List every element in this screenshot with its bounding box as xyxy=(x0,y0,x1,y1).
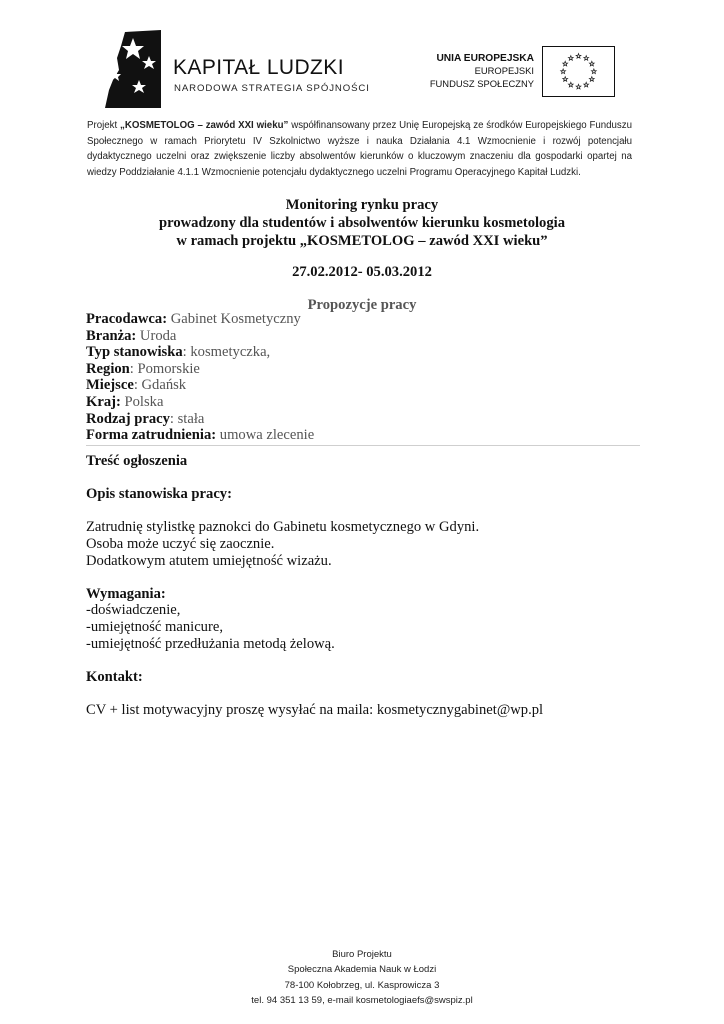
job-fields xyxy=(86,311,636,444)
spacer xyxy=(86,685,646,702)
field-label: Kraj: xyxy=(86,393,121,410)
eu-fund-label-2: FUNDUSZ SPOŁECZNY xyxy=(429,77,534,89)
eu-star-icon xyxy=(563,77,568,82)
field-value: : kosmetyczka, xyxy=(182,344,271,361)
contact-heading: Kontakt: xyxy=(86,668,143,685)
field-employment-form xyxy=(86,427,636,444)
field-work-kind xyxy=(86,411,636,428)
spacer xyxy=(86,503,646,520)
eu-star-icon xyxy=(584,82,589,87)
description-line: Dodatkowym atutem umiejętność wizażu. xyxy=(86,552,332,569)
eu-fund-label-1: EUROPEJSKI xyxy=(474,65,534,77)
field-label: Miejsce xyxy=(86,377,134,394)
eu-union-label: UNIA EUROPEJSKA xyxy=(436,53,534,64)
requirement-item: -umiejętność manicure, xyxy=(86,618,223,635)
spacer xyxy=(86,569,646,586)
field-label: Typ stanowiska xyxy=(86,344,183,361)
eu-star-icon xyxy=(576,54,581,59)
field-label: Rodzaj pracy xyxy=(86,410,170,427)
field-label: Branża: xyxy=(86,327,137,344)
spacer xyxy=(86,652,646,669)
document-title-line-1: Monitoring rynku pracy xyxy=(285,197,439,213)
date-range: 27.02.2012- 05.03.2012 xyxy=(292,264,432,280)
eu-star-icon xyxy=(589,77,594,82)
field-label: Pracodawca: xyxy=(86,311,168,327)
notice-text: współfinansowany przez Unię Europejską ze środków Europejskiego Funduszu Społecznego w ramach Priorytetu IV Szkolnictwo wyższe i nauka Działania 4.1 Wzmocnienie i rozwój potencjału dydaktycznego uczelni oraz zwiększenie liczby absolwentów kierunków o kluczowym znaczeniu dla gospodarki opartej na wiedzy Poddziałanie 4.1.1 Wzmocnienie potencjału dydaktycznego uczelni Programu Operacyjnego Kapitał Ludzki. xyxy=(87,120,632,178)
eu-star-icon xyxy=(568,56,573,61)
contact-text: CV + list motywacyjny proszę wysyłać na maila: kosmetycznygabinet@wp.pl xyxy=(86,701,544,718)
requirement-item: -umiejętność przedłużania metodą żelową. xyxy=(86,635,335,652)
field-value: : stała xyxy=(169,410,205,427)
kapital-ludzki-emblem-icon xyxy=(103,30,163,110)
field-value: umowa zlecenie xyxy=(216,427,315,444)
eu-star-icon xyxy=(563,61,568,66)
field-position-type xyxy=(86,344,636,361)
field-value: : Pomorskie xyxy=(129,360,200,377)
eu-flag-icon xyxy=(542,46,615,97)
field-value: Gabinet Kosmetyczny xyxy=(167,311,301,327)
kapital-ludzki-title: KAPITAŁ LUDZKI xyxy=(173,56,344,79)
footer xyxy=(100,947,624,1009)
footer-contact: tel. 94 351 13 59, e-mail kosmetologiaefs@swspiz.pl xyxy=(251,995,473,1007)
spacer xyxy=(86,470,646,487)
field-value: : Gdańsk xyxy=(133,377,187,394)
field-industry xyxy=(86,328,636,345)
eu-star-icon xyxy=(568,82,573,87)
description-line: Osoba może uczyć się zaocznie. xyxy=(86,535,275,552)
eu-star-icon xyxy=(576,84,581,89)
eu-star-icon xyxy=(589,61,594,66)
kapital-ludzki-subtitle: NARODOWA STRATEGIA SPÓJNOŚCI xyxy=(174,83,370,94)
notice-prefix: Projekt xyxy=(87,120,120,131)
job-description xyxy=(86,453,646,719)
eu-star-icon xyxy=(584,56,589,61)
field-country xyxy=(86,394,636,411)
project-notice xyxy=(87,118,632,180)
content-heading: Treść ogłoszenia xyxy=(86,453,188,469)
field-label: Forma zatrudnienia: xyxy=(86,427,217,444)
eu-star-icon xyxy=(561,69,566,74)
field-value: Polska xyxy=(120,393,164,410)
description-heading: Opis stanowiska pracy: xyxy=(86,486,232,503)
job-offers-heading: Propozycje pracy xyxy=(307,297,417,313)
document-title-line-2: prowadzony dla studentów i absolwentów kierunku kosmetologia xyxy=(159,215,565,231)
eu-star-icon xyxy=(591,69,596,74)
footer-office: Biuro Projektu xyxy=(332,949,392,960)
notice-project-name: „KOSMETOLOG – zawód XXI wieku” xyxy=(120,120,289,131)
divider xyxy=(86,445,640,446)
field-label: Region xyxy=(86,360,130,377)
field-city xyxy=(86,377,636,394)
field-employer xyxy=(86,311,636,328)
field-region xyxy=(86,361,636,378)
description-line: Zatrudnię stylistkę paznokci do Gabinetu kosmetycznego w Gdyni. xyxy=(86,519,480,536)
requirement-item: -doświadczenie, xyxy=(86,602,181,619)
footer-address: 78-100 Kołobrzeg, ul. Kasprowicza 3 xyxy=(284,979,440,991)
field-value: Uroda xyxy=(136,327,177,344)
requirements-heading: Wymagania: xyxy=(86,585,166,602)
eu-logo-text xyxy=(410,53,534,90)
document-title-line-3: w ramach projektu „KOSMETOLOG – zawód XXI wieku” xyxy=(176,233,548,249)
footer-institution: Społeczna Akademia Nauk w Łodzi xyxy=(287,964,437,976)
